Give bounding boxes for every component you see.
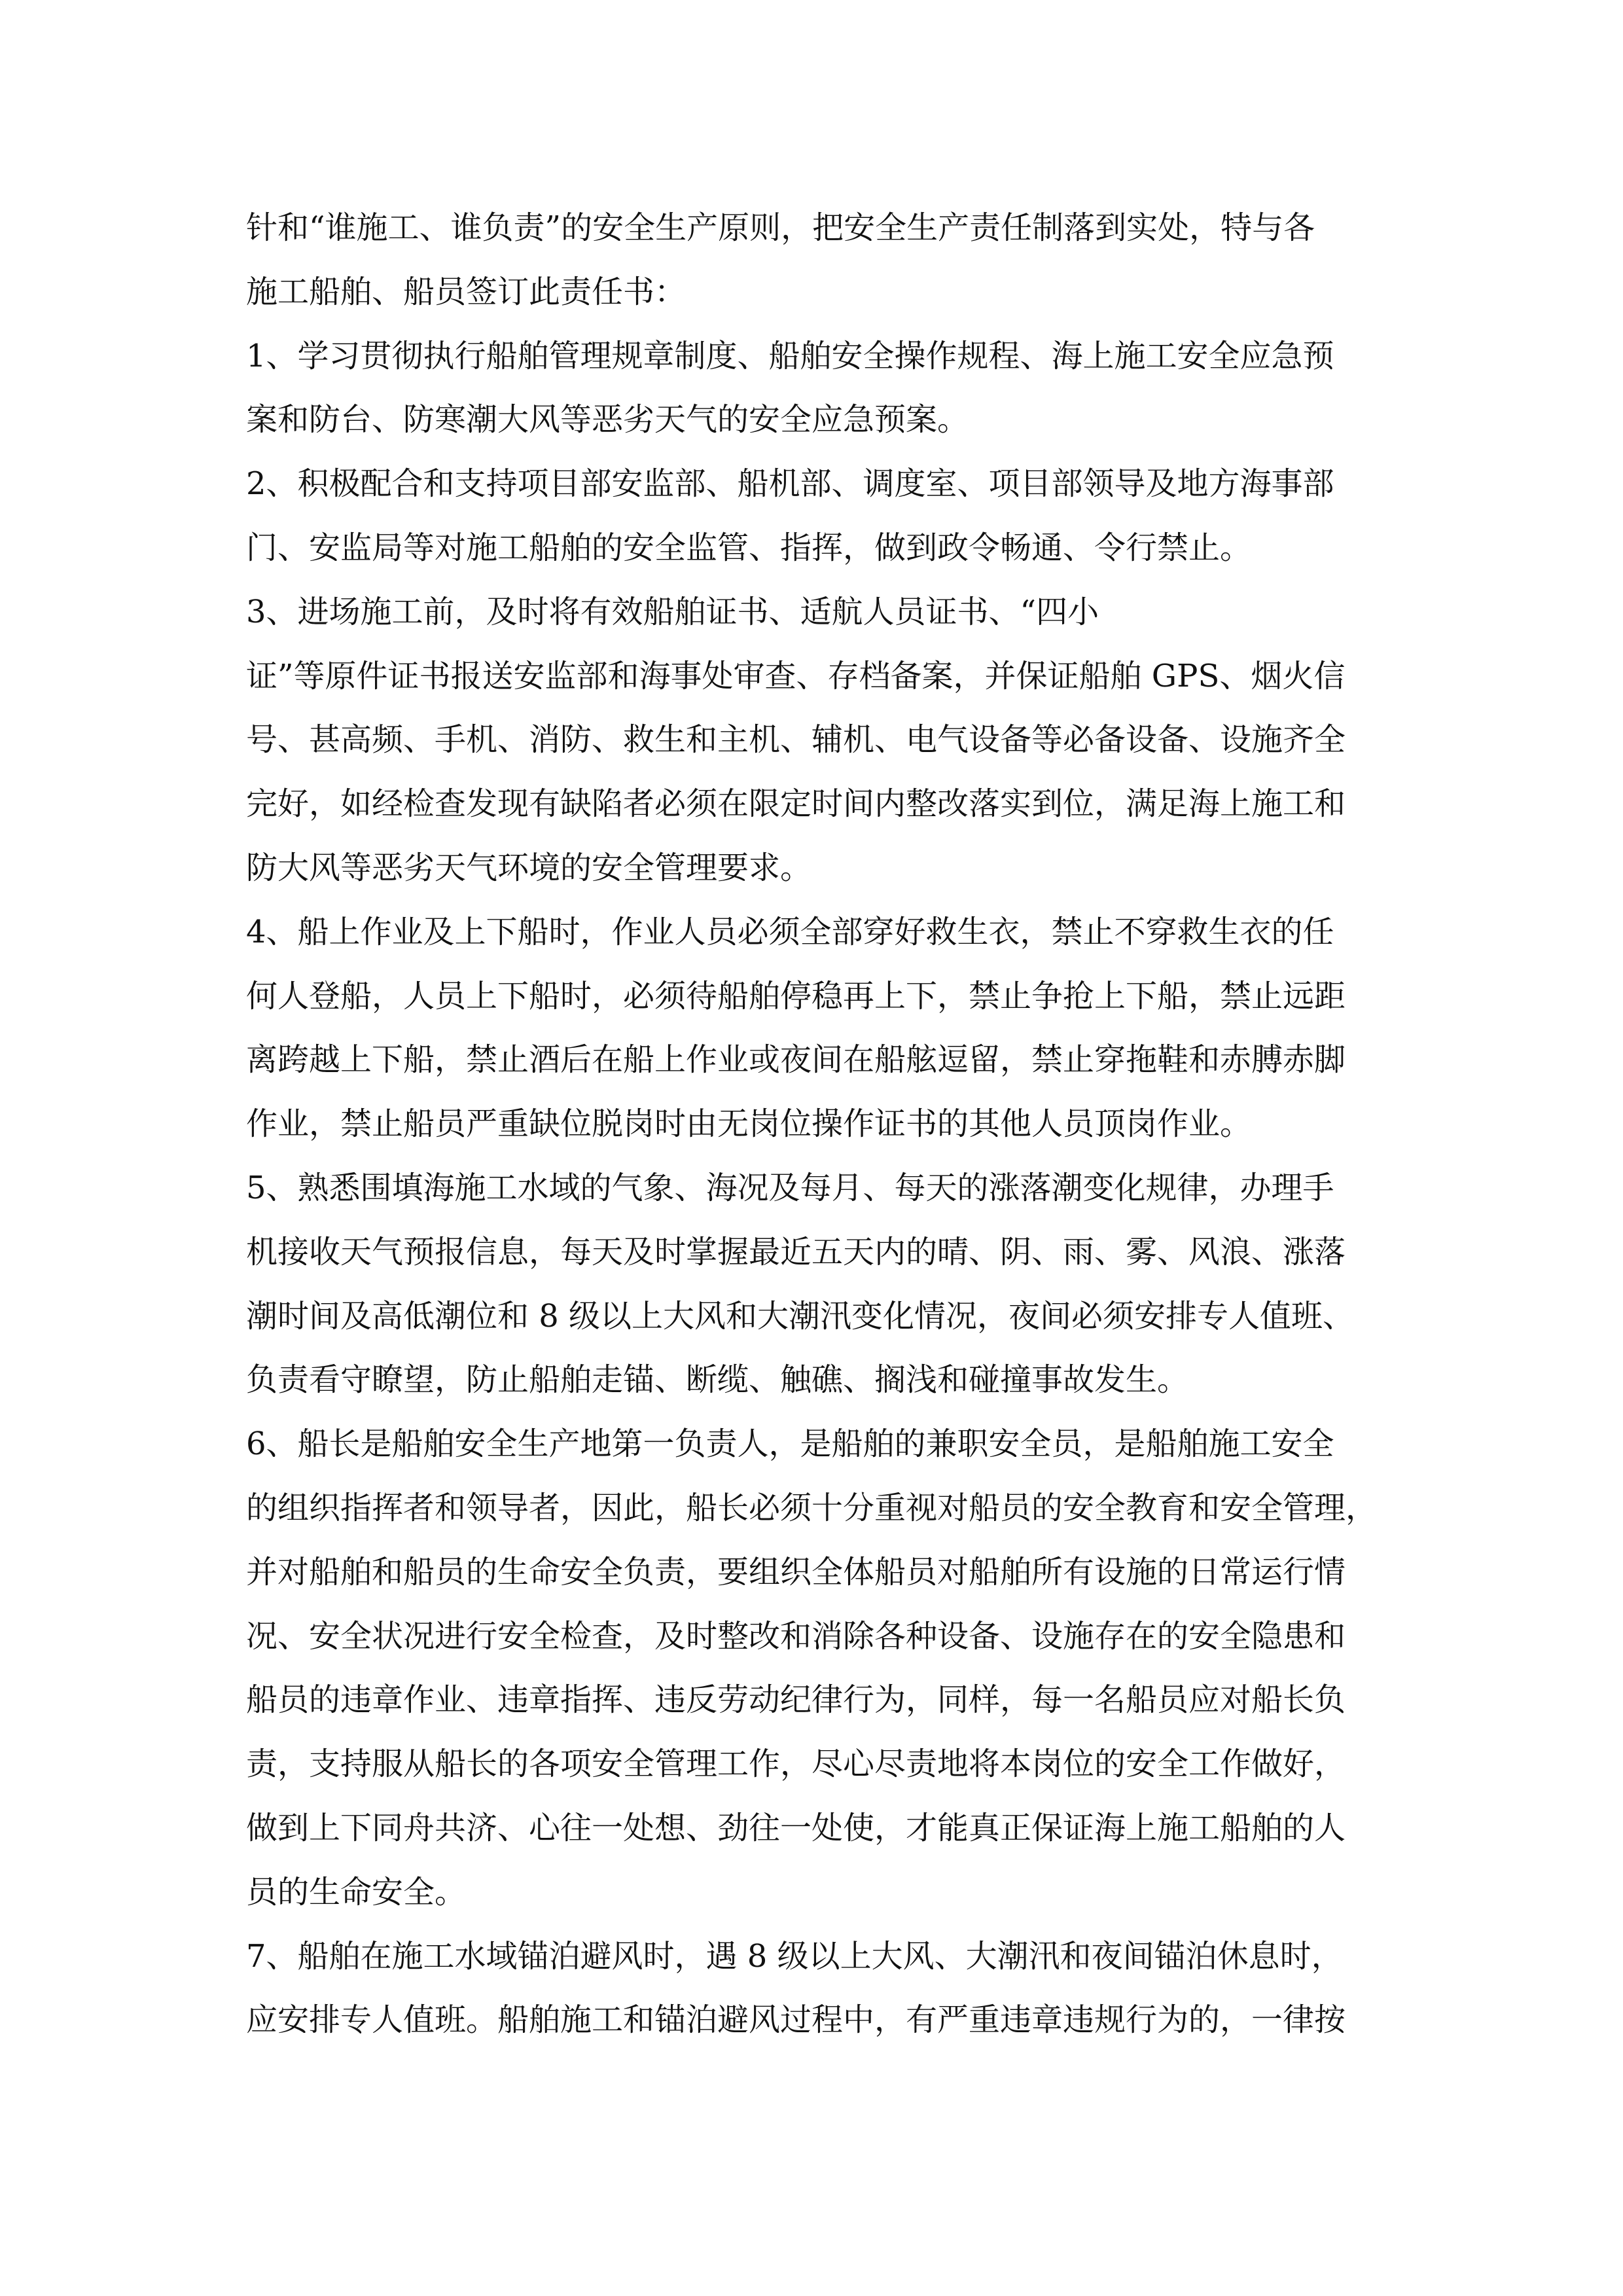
text-line: 潮时间及高低潮位和 8 级以上大风和大潮汛变化情况，夜间必须安排专人值班、 — [246, 1297, 1355, 1335]
text-line: 施工船舶、船员签订此责任书： — [246, 273, 687, 310]
text-line: 机接收天气预报信息，每天及时掌握最近五天内的晴、阴、雨、雾、风浪、涨落 — [246, 1233, 1346, 1270]
text-line: 1、学习贯彻执行船舶管理规章制度、船舶安全操作规程、海上施工安全应急预 — [246, 337, 1334, 374]
text-line: 何人登船，人员上下船时，必须待船舶停稳再上下，禁止争抢上下船，禁止远距 — [246, 977, 1346, 1014]
text-line: 6、船长是船舶安全生产地第一负责人，是船舶的兼职安全员，是船舶施工安全 — [246, 1426, 1334, 1463]
text-line: 防大风等恶劣天气环境的安全管理要求。 — [246, 849, 812, 886]
text-line: 应安排专人值班。船舶施工和锚泊避风过程中，有严重违章违规行为的，一律按 — [246, 2001, 1346, 2039]
text-line: 证”等原件证书报送安监部和海事处审查、存档备案，并保证船舶 GPS、烟火信 — [246, 657, 1346, 694]
text-line: 离跨越上下船，禁止酒后在船上作业或夜间在船舷逗留，禁止穿拖鞋和赤膊赤脚 — [246, 1041, 1346, 1079]
text-line: 的组织指挥者和领导者，因此，船长必须十分重视对船员的安全教育和安全管理， — [246, 1489, 1378, 1526]
text-line: 并对船舶和船员的生命安全负责，要组织全体船员对船舶所有设施的日常运行情 — [246, 1553, 1346, 1590]
text-line: 员的生命安全。 — [246, 1873, 467, 1910]
text-line: 门、安监局等对施工船舶的安全监管、指挥，做到政令畅通、令行禁止。 — [246, 529, 1252, 566]
body-text — [246, 196, 1385, 2053]
text-line: 2、积极配合和支持项目部安监部、船机部、调度室、项目部领导及地方海事部 — [246, 465, 1334, 503]
text-line: 责，支持服从船长的各项安全管理工作，尽心尽责地将本岗位的安全工作做好， — [246, 1746, 1346, 1783]
text-line: 5、熟悉围填海施工水域的气象、海况及每月、每天的涨落潮变化规律，办理手 — [246, 1169, 1334, 1206]
text-line: 况、安全状况进行安全检查，及时整改和消除各种设备、设施存在的安全隐患和 — [246, 1617, 1346, 1655]
text-line: 负责看守瞭望，防止船舶走锚、断缆、触礁、搁浅和碰撞事故发生。 — [246, 1361, 1189, 1399]
text-line: 7、船舶在施工水域锚泊避风时，遇 8 级以上大风、大潮汛和夜间锚泊休息时， — [246, 1937, 1343, 1975]
text-line: 号、甚高频、手机、消防、救生和主机、辅机、电气设备等必备设备、设施齐全 — [246, 721, 1346, 759]
text-line: 案和防台、防寒潮大风等恶劣天气的安全应急预案。 — [246, 401, 969, 439]
text-line: 作业，禁止船员严重缺位脱岗时由无岗位操作证书的其他人员顶岗作业。 — [246, 1105, 1252, 1143]
text-line: 针和“谁施工、谁负责”的安全生产原则，把安全生产责任制落到实处，特与各 — [246, 209, 1315, 246]
text-line: 4、船上作业及上下船时，作业人员必须全部穿好救生衣，禁止不穿救生衣的任 — [246, 913, 1334, 950]
text-line: 完好，如经检查发现有缺陷者必须在限定时间内整改落实到位，满足海上施工和 — [246, 785, 1346, 823]
text-line: 3、进场施工前，及时将有效船舶证书、适航人员证书、“四小 — [246, 593, 1099, 630]
text-line: 船员的违章作业、违章指挥、违反劳动纪律行为，同样，每一名船员应对船长负 — [246, 1681, 1346, 1719]
text-line: 做到上下同舟共济、心往一处想、劲往一处使，才能真正保证海上施工船舶的人 — [246, 1809, 1346, 1846]
